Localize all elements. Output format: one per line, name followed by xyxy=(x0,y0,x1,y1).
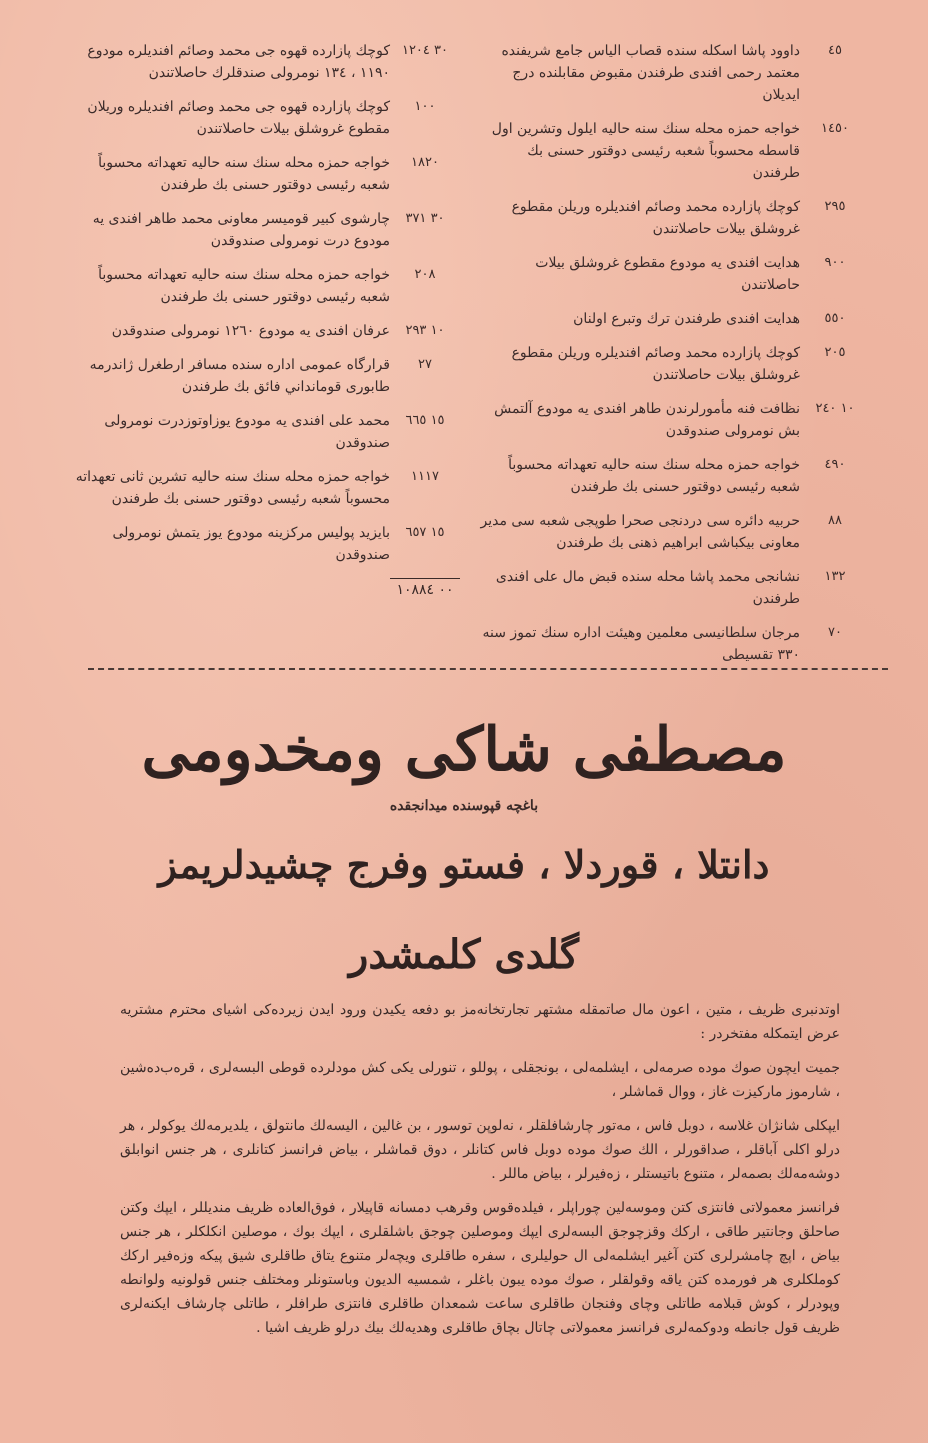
ledger-total xyxy=(70,578,460,601)
ad-subtitle: باغچه قپوسنده میدانجقده xyxy=(389,798,539,814)
entry-amount: ٨٨ xyxy=(828,513,842,528)
ledger-left-column xyxy=(70,40,460,650)
entry-amount: ١٠ ٢٤٠ xyxy=(815,401,855,416)
ad-paragraph: فرانسز معمولاتی فانتزی کتن وموسه‌لین چوراپلر ، فیلده‌قوس وقرهب دمسانه قاپیلار ، فوق‌العاده ظریف مندیللر ، ایپك وکتن صاحلق وجانتیر طاقی ، ارکك وقزچوجق البسه‌لری ایپك وموصلین چوجق باشلقلری ، ایپك بوك ، موصلین انکلکلر ، هر جنس بیاض ، اپچ چامشرلری کتن آغیر ایشلمه‌لی ال حولیلری ، سفره طاقلری ویچه‌لر متنوع یتاق طاقلری شیق پیکه وزه‌فیر ارکك کوملکلری هر فورمده کتن یاقه وقولقلر ، صوك موده یبون باغلر ، شمسیه الدیون وباستونلر ومختلف جنس قولونیه ولوانطه وپودرلر ، کوش قبلامه طاتلی وچای وفنجان طاقلری ساعت شمعدان طاقلری فانتزی طرافلر ، طاتلی چارشاف ایکنه‌لری ظریف قول جانطه ودوکمه‌لری فرانسز معمولاتی چاتال بچاق طاقلری وهدیه‌لك بیك درلو ظریف اشیا . xyxy=(120,1200,841,1336)
entry-text: داوود پاشا اسکله سنده قصاب الیاس جامع شریفنده معتمد رحمی افندی طرفندن مقبوض مقابلنده درج ایدیلان xyxy=(501,43,800,103)
entry-text: خواجه حمزه محله سنك سنه حالیه تشرین ثانی تعهداته محسوباً شعبه رئیسی دوقتور حسنی بك طرفندن xyxy=(75,469,390,507)
ledger-entry xyxy=(480,196,870,240)
entry-amount: ٤٥ xyxy=(828,43,842,58)
entry-amount: ٢٧ xyxy=(418,357,432,372)
ad-body xyxy=(120,998,840,1350)
entry-text: کوچك پازارده قهوه جی محمد وصائم افندیلره مودوع ١١٩٠ ، ١٣٤ نومرولی صندقلرك حاصلاتندن xyxy=(87,43,390,81)
entry-amount: ٢٠٥ xyxy=(824,345,846,360)
ad-paragraph: اوتدنبری ظریف ، متین ، اعون مال صاتمقله مشتهر تجارتخانه‌مز بو دفعه یکیدن ورود ایدن زیرده‌کی اشیای محترم مشتریه عرض ایتمکله مفتخردر : xyxy=(120,1002,840,1042)
entry-text: خواجه حمزه محله سنك سنه حالیه تعهداته محسوباً شعبه رئیسی دوقتور حسنی بك طرفندن xyxy=(98,155,390,193)
ledger-entry xyxy=(480,398,870,442)
entry-text: کوچك پازارده محمد وصائم افندیلره وریلن مقطوع غروشلق بیلات حاصلاتندن xyxy=(511,345,800,383)
entry-text: عرفان افندی یه مودوع ١٢٦٠ نومرولی صندوقدن xyxy=(111,323,390,339)
ledger-entry xyxy=(480,308,870,330)
entry-amount: ٣٠ ٣٧١ xyxy=(405,211,445,226)
ledger-entry xyxy=(70,410,460,454)
entry-text: کوچك پازارده محمد وصائم افندیلره وریلن مقطوع غروشلق بیلات حاصلاتندن xyxy=(511,199,800,237)
entry-amount: ١١١٧ xyxy=(411,469,439,484)
entry-text: کوچك پازارده قهوه جی محمد وصائم افندیلره وریلان مقطوع غروشلق بیلات حاصلاتندن xyxy=(87,99,390,137)
entry-text: هدایت افندی طرفندن ترك وتبرع اولنان xyxy=(573,311,800,327)
ledger-entry xyxy=(70,96,460,140)
ledger-entry xyxy=(70,522,460,566)
entry-amount: ٢٠٨ xyxy=(414,267,436,282)
entry-amount: ١٥ ٦٥٧ xyxy=(405,525,445,540)
entry-amount: ١٣٢ xyxy=(824,569,846,584)
entry-text: حربیه دائره سی دردنجی صحرا طوپجی شعبه سی مدیر معاونی بیکباشی ابراهیم ذهنی بك طرفندن xyxy=(480,513,800,551)
entry-amount: ٣٠ ١٢٠٤ xyxy=(401,43,449,58)
section-divider xyxy=(88,668,888,670)
ad-title: مصطفی شاکی ومخدومی xyxy=(141,715,787,785)
entry-amount: ٢٩٥ xyxy=(824,199,846,214)
entry-text: نشانجی محمد پاشا محله سنده قبض مال علی افندی طرفندن xyxy=(495,569,800,607)
entry-text: محمد علی افندی یه مودوع یوزاوتوزدرت نومرولی صندوقدن xyxy=(104,413,390,451)
entry-text: مرجان سلطانیسی معلمین وهیئت اداره سنك تموز سنه ٣٣٠ تقسیطی xyxy=(482,625,800,663)
ledger-entry xyxy=(480,566,870,610)
entry-text: خواجه حمزه محله سنك سنه حالیه تعهداته محسوباً شعبه رئیسی دوقتور حسنی بك طرفندن xyxy=(98,267,390,305)
entry-text: بایزید پولیس مرکزینه مودوع یوز یتمش نومرولی صندوقدن xyxy=(112,525,390,563)
entry-amount: ١٨٢٠ xyxy=(411,155,439,170)
entry-amount: ٩٠٠ xyxy=(824,255,846,270)
entry-text: خواجه حمزه محله سنك سنه حالیه ایلول وتشرین اول قاسطه محسوباً شعبه رئیسی دوقتور حسنی بك طرفندن xyxy=(491,121,800,181)
ledger-entry xyxy=(70,40,460,84)
ledger-entry xyxy=(480,342,870,386)
entry-amount: ٤٩٠ xyxy=(824,457,846,472)
ledger-entry xyxy=(480,252,870,296)
ledger-entry xyxy=(70,466,460,510)
total-amount: ٠٠ ١٠٨٨٤ xyxy=(390,578,460,601)
ledger-entry xyxy=(70,264,460,308)
ledger-entry xyxy=(480,40,870,106)
ledger-right-column xyxy=(480,40,870,663)
ledger-entry xyxy=(480,622,870,666)
ad-paragraph: جمیت ایچون صوك موده صرمه‌لی ، ایشلمه‌لی ، بونجقلی ، پوللو ، تنورلی یکی کش مودلرده قوطی البسه‌لری ، قره‌ب‌ده‌شین ، شارموز مارکیزت غاز ، ووال قماشلر ، xyxy=(120,1060,840,1100)
entry-text: نظافت فنه مأمورلرندن طاهر افندی یه مودوع آلتمش بش نومرولی صندوقدن xyxy=(494,401,800,439)
entry-amount: ١٥ ٦٦٥ xyxy=(405,413,445,428)
ad-tagline: گلدی کلمشدر xyxy=(349,931,579,978)
ledger-entry xyxy=(480,454,870,498)
ledger-entry xyxy=(70,208,460,252)
ledger-entry xyxy=(70,354,460,398)
advertisement xyxy=(0,680,928,1440)
entry-amount: ٧٠ xyxy=(828,625,842,640)
entry-amount: ١٠٠ xyxy=(414,99,436,114)
ledger-entry xyxy=(480,118,870,184)
entry-text: خواجه حمزه محله سنك سنه حالیه تعهداته محسوباً شعبه رئیسی دوقتور حسنی بك طرفندن xyxy=(508,457,800,495)
ledger-entry xyxy=(70,152,460,196)
entry-amount: ٥٥٠ xyxy=(824,311,846,326)
entry-text: هدایت افندی یه مودوع مقطوع غروشلق بیلات حاصلاتندن xyxy=(535,255,800,293)
entry-text: قرارگاه عمومی اداره سنده مسافر ارطغرل ژاندرمه طابوری قومانداني فائق بك طرفندن xyxy=(89,357,390,395)
ad-headline: دانتلا ، قوردلا ، فستو وفرج چشیدلریمز xyxy=(158,842,770,887)
ledger-entry xyxy=(480,510,870,554)
entry-amount: ١٠ ٢٩٣ xyxy=(405,323,445,338)
entry-text: چارشوی کبیر قومیسر معاونی محمد طاهر افندی یه مودوع درت نومرولی صندوقدن xyxy=(92,211,390,249)
ledger-section xyxy=(70,40,870,663)
ledger-entry xyxy=(70,320,460,342)
entry-amount: ١٤٥٠ xyxy=(821,121,849,136)
ad-paragraph: ایپکلی شانژان غلاسه ، دوبل فاس ، مه‌تور چارشافلقلر ، نه‌لوپن توسور ، بن غالین ، الیسه‌لك مانتولق ، یلدیرمه‌لك یوکولر ، هر درلو اکلی آباقلر ، صداقورلر ، الك صوك موده دوبل فاس کتانلر ، دوق قماشلر ، بیاض فرانسز کتانلری ، هر جنس انوابلق دوشه‌مه‌لك بصمه‌لر ، متنوع باتیستلر ، زه‌فیرلر ، بیاض ماللر . xyxy=(120,1118,840,1182)
